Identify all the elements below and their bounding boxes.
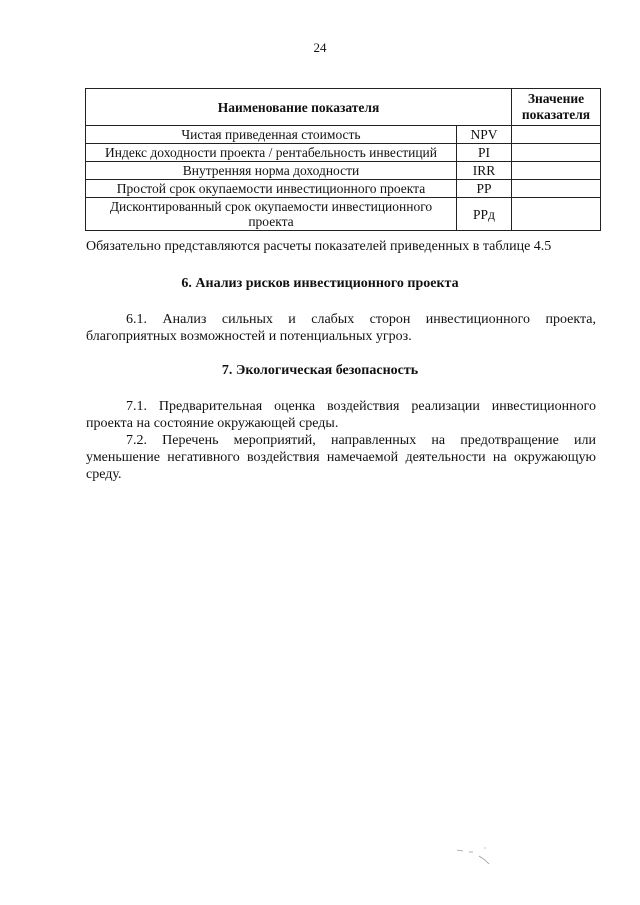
table-row bbox=[86, 180, 601, 198]
indicator-value bbox=[512, 180, 601, 198]
table-row bbox=[86, 198, 601, 231]
indicator-name: Дисконтированный срок окупаемости инвестиционного проекта bbox=[86, 198, 457, 231]
indicator-name: Чистая приведенная стоимость bbox=[86, 126, 457, 144]
indicator-value bbox=[512, 144, 601, 162]
table-row bbox=[86, 162, 601, 180]
page-number: 24 bbox=[313, 40, 327, 55]
indicator-value bbox=[512, 198, 601, 231]
header-indicator-value: Значение показателя bbox=[512, 89, 601, 126]
indicator-abbr: PP bbox=[457, 180, 512, 198]
section-7-heading: 7. Экологическая безопасность bbox=[221, 363, 419, 378]
indicator-abbr: IRR bbox=[457, 162, 512, 180]
indicator-abbr: NPV bbox=[457, 126, 512, 144]
section-6-heading: 6. Анализ рисков инвестиционного проекта bbox=[181, 276, 459, 291]
section-7-paragraph-2: 7.2. Перечень мероприятий, направленных на предотвращение или уменьшение негативного воздействия намечаемой деятельности на окружающую среду. bbox=[86, 433, 596, 482]
scan-mark-icon bbox=[455, 838, 505, 868]
indicator-abbr: PPд bbox=[457, 198, 512, 231]
indicator-value bbox=[512, 126, 601, 144]
indicator-value bbox=[512, 162, 601, 180]
header-indicator-name: Наименование показателя bbox=[86, 89, 512, 126]
indicator-name: Простой срок окупаемости инвестиционного проекта bbox=[86, 180, 457, 198]
indicator-name: Индекс доходности проекта / рентабельность инвестиций bbox=[86, 144, 457, 162]
indicator-abbr: PI bbox=[457, 144, 512, 162]
table-row bbox=[86, 126, 601, 144]
indicators-table bbox=[85, 88, 601, 231]
section-7-paragraph-1: 7.1. Предварительная оценка воздействия реализации инвестиционного проекта на состояние окружающей среды. bbox=[86, 399, 596, 431]
table-header-row bbox=[86, 89, 601, 126]
section-6-paragraph-1: 6.1. Анализ сильных и слабых сторон инвестиционного проекта, благоприятных возможностей и потенциальных угроз. bbox=[86, 312, 596, 344]
table-row bbox=[86, 144, 601, 162]
table-note: Обязательно представляются расчеты показателей приведенных в таблице 4.5 bbox=[86, 239, 552, 254]
indicator-name: Внутренняя норма доходности bbox=[86, 162, 457, 180]
